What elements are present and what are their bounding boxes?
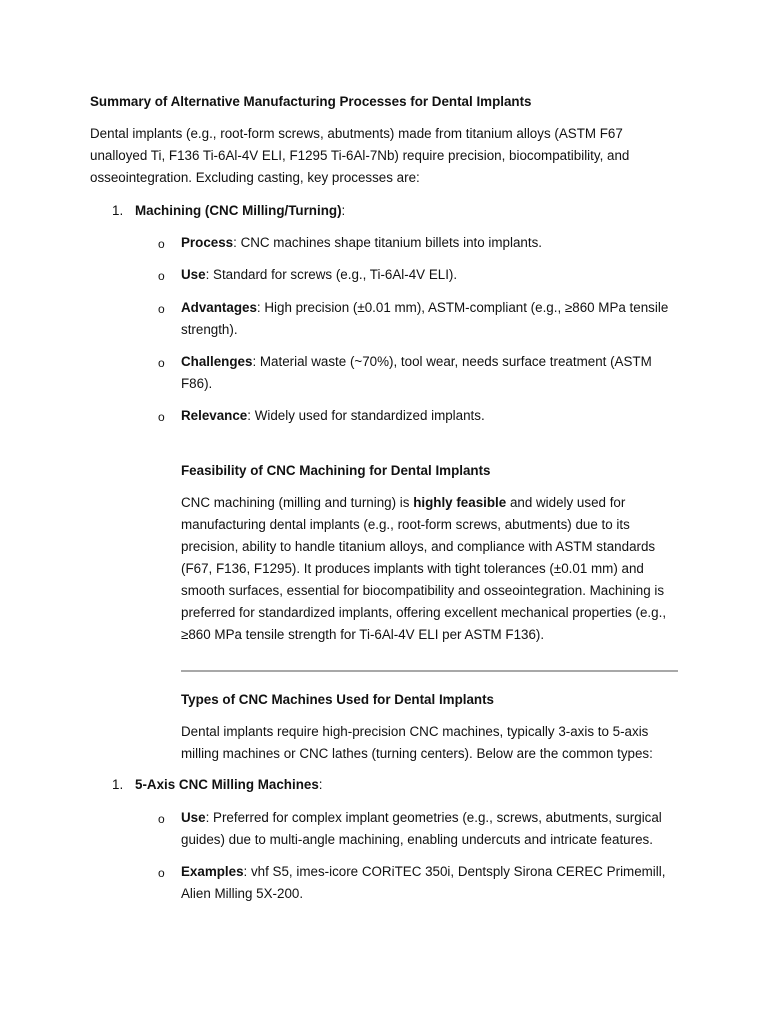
list-number: 1. xyxy=(112,777,124,792)
item-text: : High precision (±0.01 mm), ASTM-compliant (e.g., ≥860 MPa tensile strength). xyxy=(181,300,669,337)
bullet-icon: o xyxy=(158,866,165,880)
bullet-icon: o xyxy=(158,302,165,316)
list-item-process xyxy=(181,232,681,254)
item-text: : Standard for screws (e.g., Ti-6Al-4V ELI). xyxy=(205,267,458,282)
bullet-icon: o xyxy=(158,237,165,251)
bullet-icon: o xyxy=(158,356,165,370)
item-label: Examples xyxy=(181,864,244,879)
item-text: : vhf S5, imes-icore CORiTEC 350i, Dentsply Sirona CEREC Primemill, Alien Milling 5X-200. xyxy=(181,864,666,901)
item-text: : CNC machines shape titanium billets into implants. xyxy=(233,235,542,250)
section-heading xyxy=(135,774,323,796)
heading-colon: : xyxy=(341,203,346,218)
list-item-challenges xyxy=(181,351,681,395)
list-number: 1. xyxy=(112,203,124,218)
heading-colon: : xyxy=(318,777,323,792)
section-heading xyxy=(135,200,345,222)
list-item-use xyxy=(181,264,681,286)
item-text: : Widely used for standardized implants. xyxy=(247,408,485,423)
list-item-relevance xyxy=(181,405,681,427)
horizontal-divider xyxy=(181,670,678,672)
feasibility-emphasis: highly feasible xyxy=(413,495,507,510)
intro-paragraph: Dental implants (e.g., root-form screws, abutments) made from titanium alloys (ASTM F67 unalloyed Ti, F136 Ti-6Al-4V ELI, F1295 Ti-6Al-7Nb) require precision, biocompatibility, and osseointegration. Excluding casting, key processes are: xyxy=(90,126,630,185)
item-label: Use xyxy=(181,810,206,825)
item-label: Process xyxy=(181,235,234,250)
feasibility-text-end: and widely used for manufacturing dental implants (e.g., root-form screws, abutments) due to its precision, ability to handle titanium alloys, and compliance with ASTM standards (F67, F136, F1295). It produces implants with tight tolerances (±0.01 mm) and smooth surfaces, essential for biocompatibility and osseointegration. Machining is preferred for standardized implants, offering excellent mechanical properties (e.g., ≥860 MPa tensile strength for Ti-6Al-4V ELI per ASTM F136). xyxy=(181,495,667,642)
item-text: : Material waste (~70%), tool wear, needs surface treatment (ASTM F86). xyxy=(181,354,652,391)
list-item-advantages xyxy=(181,297,681,341)
feasibility-paragraph xyxy=(181,492,681,646)
section-heading-text: 5-Axis CNC Milling Machines xyxy=(135,777,319,792)
item-label: Relevance xyxy=(181,408,248,423)
item-text: : Preferred for complex implant geometries (e.g., screws, abutments, surgical guides) due to multi-angle machining, enabling undercuts and intricate features. xyxy=(181,810,662,847)
bullet-icon: o xyxy=(158,410,165,424)
list-item-examples xyxy=(181,861,681,905)
item-label: Challenges xyxy=(181,354,253,369)
bullet-icon: o xyxy=(158,812,165,826)
document-title: Summary of Alternative Manufacturing Processes for Dental Implants xyxy=(90,94,532,109)
item-label: Use xyxy=(181,267,206,282)
types-paragraph: Dental implants require high-precision CNC machines, typically 3-axis to 5-axis milling machines or CNC lathes (turning centers). Below are the common types: xyxy=(181,724,653,761)
feasibility-heading: Feasibility of CNC Machining for Dental Implants xyxy=(181,463,491,478)
section-heading-text: Machining (CNC Milling/Turning) xyxy=(135,203,342,218)
list-item-use xyxy=(181,807,681,851)
bullet-icon: o xyxy=(158,269,165,283)
types-heading: Types of CNC Machines Used for Dental Implants xyxy=(181,692,494,707)
item-label: Advantages xyxy=(181,300,257,315)
feasibility-text-start: CNC machining (milling and turning) is xyxy=(181,495,414,510)
